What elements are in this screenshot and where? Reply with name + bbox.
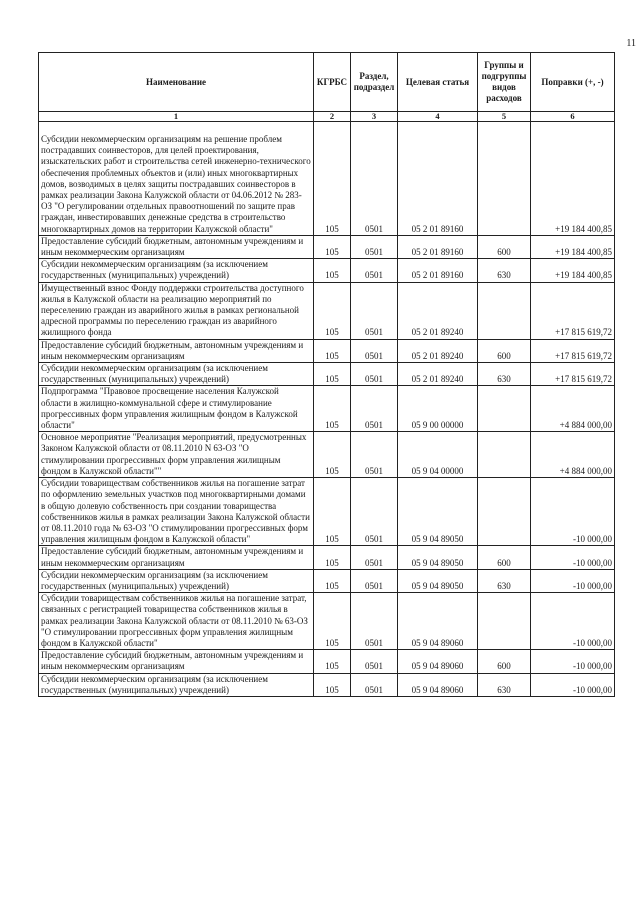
- table-row: [39, 478, 615, 546]
- row-amount: +17 815 619,72: [531, 282, 615, 339]
- row-name: Субсидии некоммерческим организациям на решение проблем пострадавших соинвесторов, для целей проектирования, изыскательских работ и строительства сетей инженерно-технического обеспечения проблемных объектов и (или) иных многоквартирных домов, возводимых в целях защиты пострадавших соинвесторов в рамках реализации Закона Калужской области от 04.06.2012 № 283-ОЗ "О регулировании отдельных правоотношений по защите прав граждан, инвестировавших денежные средства в строительство многоквартирных домов на территории Калужской области": [39, 122, 314, 236]
- row-section: 0501: [351, 122, 398, 236]
- row-name: Субсидии товариществам собственников жилья на погашение затрат по оформлению земельных участков под многоквартирными домами в общую долевую собственность при создании товарищества собственников жилья в рамках реализации Закона Калужской области от 08.11.2010 года № 63-ОЗ "О стимулировании прогрессивных форм управления жилищным фондом в Калужской области": [39, 478, 314, 546]
- row-group: 600: [478, 235, 531, 258]
- row-group: 600: [478, 546, 531, 569]
- header-section: Раздел, подраздел: [351, 53, 398, 112]
- row-name: Предоставление субсидий бюджетным, автономным учреждениям и иным некоммерческим организациям: [39, 235, 314, 258]
- row-section: 0501: [351, 593, 398, 650]
- row-kgrbs: 105: [314, 386, 351, 432]
- row-name: Субсидии товариществам собственников жилья на погашение затрат, связанных с регистрацией товарищества собственников жилья в рамках реализации Закона Калужской области от 08.11.2010 № 63-ОЗ "О стимулировании прогрессивных форм управления жилищным фондом в Калужской области": [39, 593, 314, 650]
- row-section: 0501: [351, 546, 398, 569]
- row-amount: +17 815 619,72: [531, 363, 615, 386]
- table-row: [39, 569, 615, 592]
- row-amount: -10 000,00: [531, 650, 615, 673]
- row-name: Основное мероприятие "Реализация мероприятий, предусмотренных Законом Калужской области от 08.11.2010 N 63-ОЗ "О стимулировании прогрессивных форм управления жилищным фондом в Калужской области"": [39, 432, 314, 478]
- column-number: 3: [351, 112, 398, 122]
- column-number: 1: [39, 112, 314, 122]
- budget-amendments-table: [38, 52, 615, 697]
- row-target: 05 2 01 89160: [398, 259, 478, 282]
- row-target: 05 9 04 89060: [398, 593, 478, 650]
- row-target: 05 9 04 00000: [398, 432, 478, 478]
- row-section: 0501: [351, 569, 398, 592]
- row-name: Подпрограмма "Правовое просвещение населения Калужской области в жилищно-коммунальной сфере и стимулирование прогрессивных форм управления жилищным фондом в Калужской области": [39, 386, 314, 432]
- row-name: Предоставление субсидий бюджетным, автономным учреждениям и иным некоммерческим организациям: [39, 546, 314, 569]
- row-kgrbs: 105: [314, 432, 351, 478]
- header-name: Наименование: [39, 53, 314, 112]
- row-amount: +4 884 000,00: [531, 386, 615, 432]
- row-kgrbs: 105: [314, 569, 351, 592]
- row-kgrbs: 105: [314, 339, 351, 362]
- column-number: 4: [398, 112, 478, 122]
- row-section: 0501: [351, 235, 398, 258]
- column-number: 2: [314, 112, 351, 122]
- row-amount: -10 000,00: [531, 673, 615, 696]
- row-section: 0501: [351, 386, 398, 432]
- table-row: [39, 363, 615, 386]
- row-name: Субсидии некоммерческим организациям (за исключением государственных (муниципальных) учреждений): [39, 569, 314, 592]
- table-row: [39, 282, 615, 339]
- row-kgrbs: 105: [314, 546, 351, 569]
- row-kgrbs: 105: [314, 235, 351, 258]
- row-target: 05 2 01 89160: [398, 122, 478, 236]
- row-kgrbs: 105: [314, 593, 351, 650]
- row-kgrbs: 105: [314, 478, 351, 546]
- row-section: 0501: [351, 650, 398, 673]
- table-row: [39, 235, 615, 258]
- row-target: 05 2 01 89240: [398, 282, 478, 339]
- header-amendments: Поправки (+, -): [531, 53, 615, 112]
- row-group: [478, 386, 531, 432]
- row-amount: +4 884 000,00: [531, 432, 615, 478]
- row-amount: +19 184 400,85: [531, 259, 615, 282]
- row-group: 600: [478, 650, 531, 673]
- row-target: 05 9 04 89050: [398, 546, 478, 569]
- row-section: 0501: [351, 259, 398, 282]
- row-group: [478, 122, 531, 236]
- row-kgrbs: 105: [314, 650, 351, 673]
- table-row: [39, 386, 615, 432]
- row-section: 0501: [351, 432, 398, 478]
- header-row: [39, 53, 615, 112]
- row-kgrbs: 105: [314, 282, 351, 339]
- column-number: 5: [478, 112, 531, 122]
- row-amount: +19 184 400,85: [531, 235, 615, 258]
- table-row: [39, 339, 615, 362]
- row-kgrbs: 105: [314, 363, 351, 386]
- table-row: [39, 432, 615, 478]
- row-group: 630: [478, 673, 531, 696]
- page-number: 11: [626, 38, 636, 49]
- table-row: [39, 593, 615, 650]
- table-row: [39, 650, 615, 673]
- table-row: [39, 259, 615, 282]
- table-row: [39, 673, 615, 696]
- row-group: 630: [478, 259, 531, 282]
- row-group: 630: [478, 363, 531, 386]
- row-section: 0501: [351, 363, 398, 386]
- row-group: [478, 432, 531, 478]
- row-amount: -10 000,00: [531, 569, 615, 592]
- row-kgrbs: 105: [314, 122, 351, 236]
- row-section: 0501: [351, 282, 398, 339]
- row-amount: -10 000,00: [531, 478, 615, 546]
- header-target: Целевая статья: [398, 53, 478, 112]
- row-target: 05 2 01 89240: [398, 339, 478, 362]
- row-kgrbs: 105: [314, 673, 351, 696]
- column-number: 6: [531, 112, 615, 122]
- row-amount: +19 184 400,85: [531, 122, 615, 236]
- table-row: [39, 122, 615, 236]
- row-target: 05 9 04 89050: [398, 478, 478, 546]
- header-groups: Группы и подгруппы видов расходов: [478, 53, 531, 112]
- row-kgrbs: 105: [314, 259, 351, 282]
- row-section: 0501: [351, 339, 398, 362]
- row-name: Субсидии некоммерческим организациям (за исключением государственных (муниципальных) учреждений): [39, 673, 314, 696]
- column-number-row: [39, 112, 615, 122]
- row-group: 600: [478, 339, 531, 362]
- row-section: 0501: [351, 478, 398, 546]
- row-target: 05 9 04 89060: [398, 650, 478, 673]
- row-group: [478, 478, 531, 546]
- row-target: 05 2 01 89240: [398, 363, 478, 386]
- row-target: 05 9 00 00000: [398, 386, 478, 432]
- row-group: 630: [478, 569, 531, 592]
- row-group: [478, 282, 531, 339]
- row-amount: -10 000,00: [531, 593, 615, 650]
- row-name: Предоставление субсидий бюджетным, автономным учреждениям и иным некоммерческим организациям: [39, 339, 314, 362]
- row-target: 05 9 04 89050: [398, 569, 478, 592]
- header-kgrbs: КГРБС: [314, 53, 351, 112]
- row-target: 05 9 04 89060: [398, 673, 478, 696]
- table-row: [39, 546, 615, 569]
- row-name: Субсидии некоммерческим организациям (за исключением государственных (муниципальных) учреждений): [39, 363, 314, 386]
- row-section: 0501: [351, 673, 398, 696]
- row-name: Субсидии некоммерческим организациям (за исключением государственных (муниципальных) учреждений): [39, 259, 314, 282]
- row-name: Предоставление субсидий бюджетным, автономным учреждениям и иным некоммерческим организациям: [39, 650, 314, 673]
- row-amount: +17 815 619,72: [531, 339, 615, 362]
- row-group: [478, 593, 531, 650]
- row-target: 05 2 01 89160: [398, 235, 478, 258]
- row-name: Имущественный взнос Фонду поддержки строительства доступного жилья в Калужской области на реализацию мероприятий по переселению граждан из аварийного жилья в рамках региональной адресной программы по переселению граждан из аварийного жилищного фонда: [39, 282, 314, 339]
- row-amount: -10 000,00: [531, 546, 615, 569]
